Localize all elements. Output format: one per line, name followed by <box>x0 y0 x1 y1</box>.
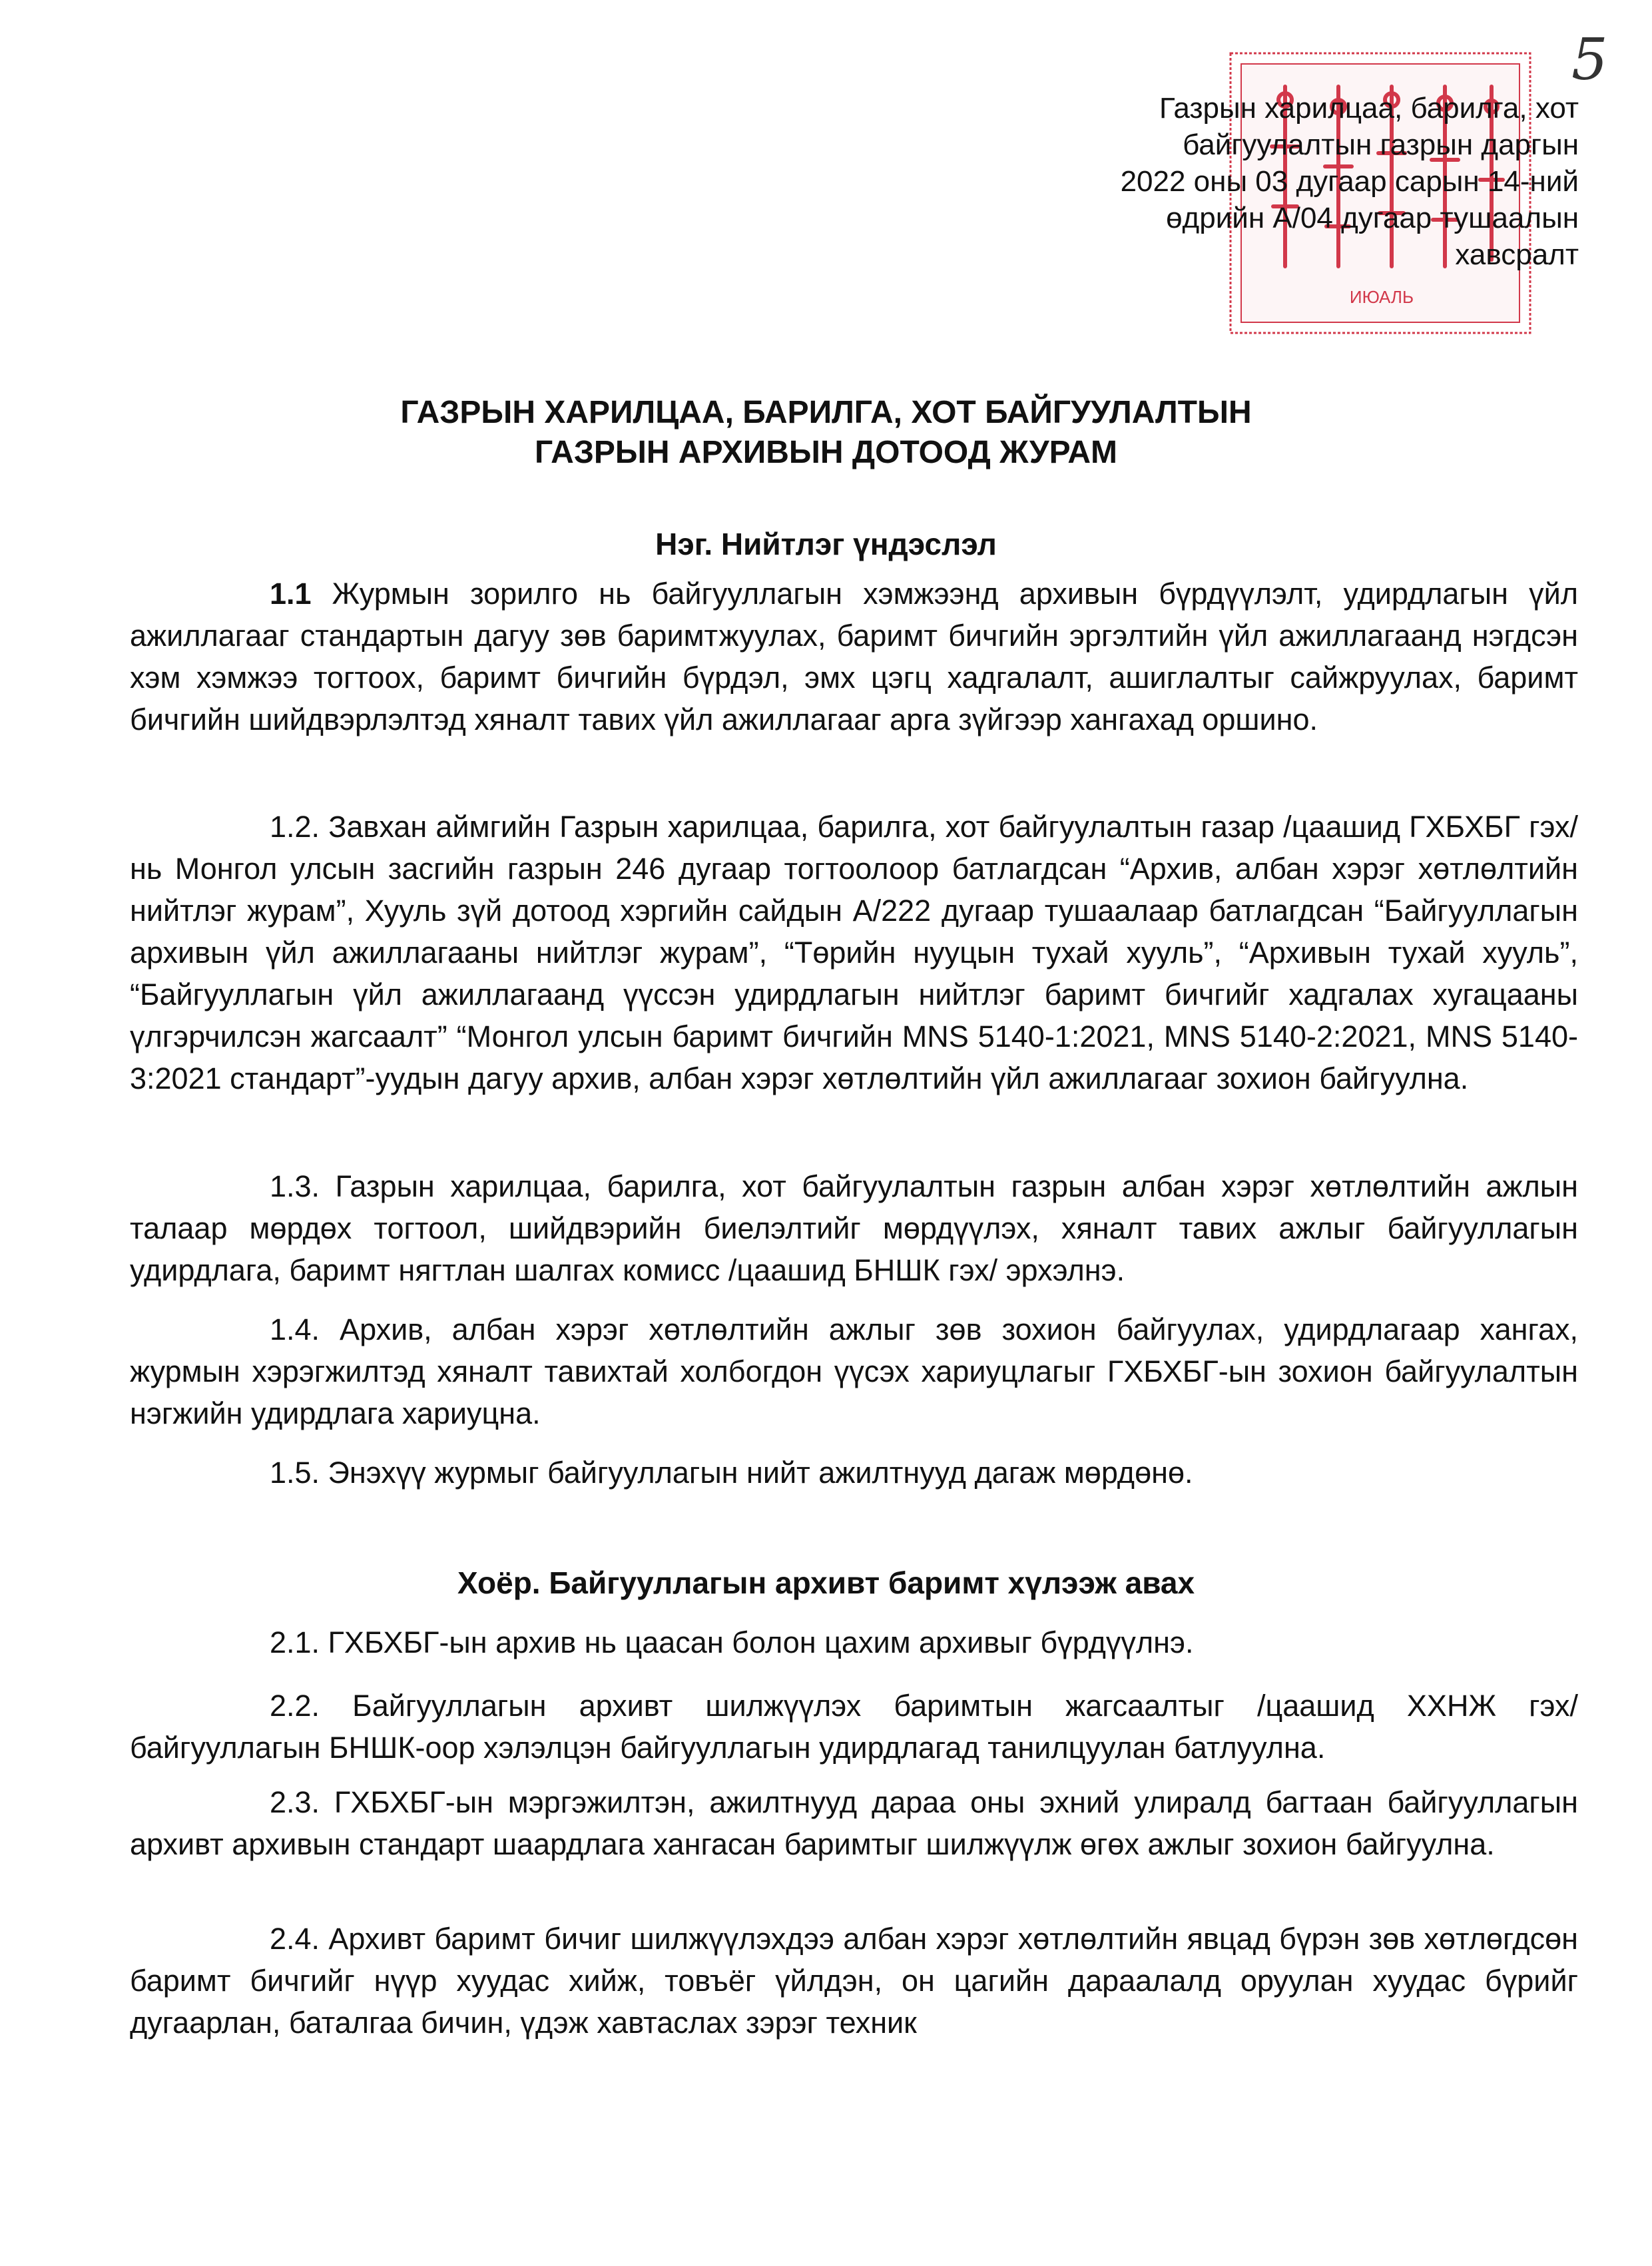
document-title <box>0 393 1652 473</box>
title-line: ГАЗРЫН АРХИВЫН ДОТООД ЖУРАМ <box>534 435 1118 470</box>
paragraph-2-2: 2.2. Байгууллагын архивт шилжүүлэх баримтын жагсаалтыг /цаашид ХХНЖ гэх/ байгууллагын БНШК-оор хэлэлцэн байгууллагын удирдлагад танилцуулан батлуулна. <box>130 1689 1578 1765</box>
paragraph-1-4: 1.4. Архив, албан хэрэг хөтлөлтийн ажлыг зөв зохион байгуулах, удирдлагаар хангах, журмын хэрэгжилтэд хяналт тавихтай холбогдон үүсэх хариуцлагыг ГХБХБГ-ын зохион байгуулалтын нэгжийн удирдлага хариуцна. <box>130 1312 1578 1430</box>
section-2-heading: Хоёр. Байгууллагын архивт баримт хүлээж авах <box>457 1565 1195 1600</box>
section-1-heading: Нэг. Нийтлэг үндэслэл <box>655 527 997 561</box>
paragraph-2-4: 2.4. Архивт баримт бичиг шилжүүлэхдээ албан хэрэг хөтлөлтийн явцад бүрэн зөв хөтлөгдсөн баримт бичгийг нүүр хуудас хийж, товъёг үйлдэн, он цагийн дараалалд оруулан хуудас бүрийг дугаарлан, баталгаа бичин, үдэж хавтаслах зэрэг техник <box>130 1922 1578 2040</box>
paragraph-number: 1.1 <box>270 577 312 611</box>
title-line: ГАЗРЫН ХАРИЛЦАА, БАРИЛГА, ХОТ БАЙГУУЛАЛТЫН <box>400 395 1252 430</box>
paragraph-1-2: 1.2. Завхан аймгийн Газрын харилцаа, барилга, хот байгуулалтын газар /цаашид ГХБХБГ гэх/ нь Монгол улсын засгийн газрын 246 дугаар тогтоолоор батлагдсан “Архив, албан хэрэг хөтлөлтийн нийтлэг журам”, Хууль зүй дотоод хэргийн сайдын А/222 дугаар тушаалаар батлагдсан “Байгууллагын архивын үйл ажиллагааны нийтлэг журам”, “Төрийн нууцын тухай хууль”, “Архивын тухай хууль”, “Байгууллагын үйл ажиллагаанд үүссэн удирдлагын нийтлэг баримт бичгийг хадгалах хугацааны үлгэрчилсэн жагсаалт” “Монгол улсын баримт бичгийн MNS 5140-1:2021, MNS 5140-2:2021, MNS 5140-3:2021 стандарт”-уудын дагуу архив, албан хэрэг хөтлөлтийн үйл ажиллагааг зохион байгуулна. <box>130 810 1578 1095</box>
paragraph-text: Журмын зорилго нь байгууллагын хэмжээнд архивын бүрдүүлэлт, удирдлагын үйл ажиллагааг стандартын дагуу зөв баримтжуулах, баримт бичгийн эргэлтийн үйл ажиллагаанд нэгдсэн хэм хэмжээ тогтоох, баримт бичгийн бүрдэл, эмх цэгц хадгалалт, ашиглалтыг сайжруулах, баримт бичгийн шийдвэрлэлтэд хяналт тавих үйл ажиллагааг арга зүйгээр хангахад оршино. <box>130 577 1578 736</box>
attachment-line: байгуулалтын газрын даргын <box>1183 129 1579 161</box>
paragraph-2-1: 2.1. ГХБХБГ-ын архив нь цаасан болон цахим архивыг бүрдүүлнэ. <box>270 1625 1194 1659</box>
attachment-line: хавсралт <box>1455 238 1579 271</box>
attachment-line: өдрийн А/04 дугаар тушаалын <box>1166 202 1579 234</box>
page-number: 5 <box>1571 27 1608 93</box>
paragraph-1-1 <box>130 573 1578 740</box>
paragraph-2-3: 2.3. ГХБХБГ-ын мэргэжилтэн, ажилтнууд дараа оны эхний улиралд багтаан байгууллагын архивт архивын стандарт шаардлага хангасан баримтыг шилжүүлж өгөх ажлыг зохион байгуулна. <box>130 1785 1578 1861</box>
paragraph-1-5: 1.5. Энэхүү журмыг байгууллагын нийт ажилтнууд дагаж мөрдөнө. <box>270 1456 1193 1490</box>
stamp-text: ИЮАЛЬ <box>1349 287 1414 307</box>
attachment-note <box>979 90 1579 273</box>
attachment-line: 2022 оны 03 дугаар сарын 14-ний <box>1120 165 1579 198</box>
paragraph-1-3: 1.3. Газрын харилцаа, барилга, хот байгуулалтын газрын албан хэрэг хөтлөлтийн ажлын талаар мөрдөх тогтоол, шийдвэрийн биелэлтийг мөрдүүлэх, хяналт тавих ажлыг байгууллагын удирдлага, баримт нягтлан шалгах комисс /цаашид БНШК гэх/ эрхэлнэ. <box>130 1169 1578 1287</box>
attachment-line: Газрын харилцаа, барилга, хот <box>1159 92 1579 125</box>
